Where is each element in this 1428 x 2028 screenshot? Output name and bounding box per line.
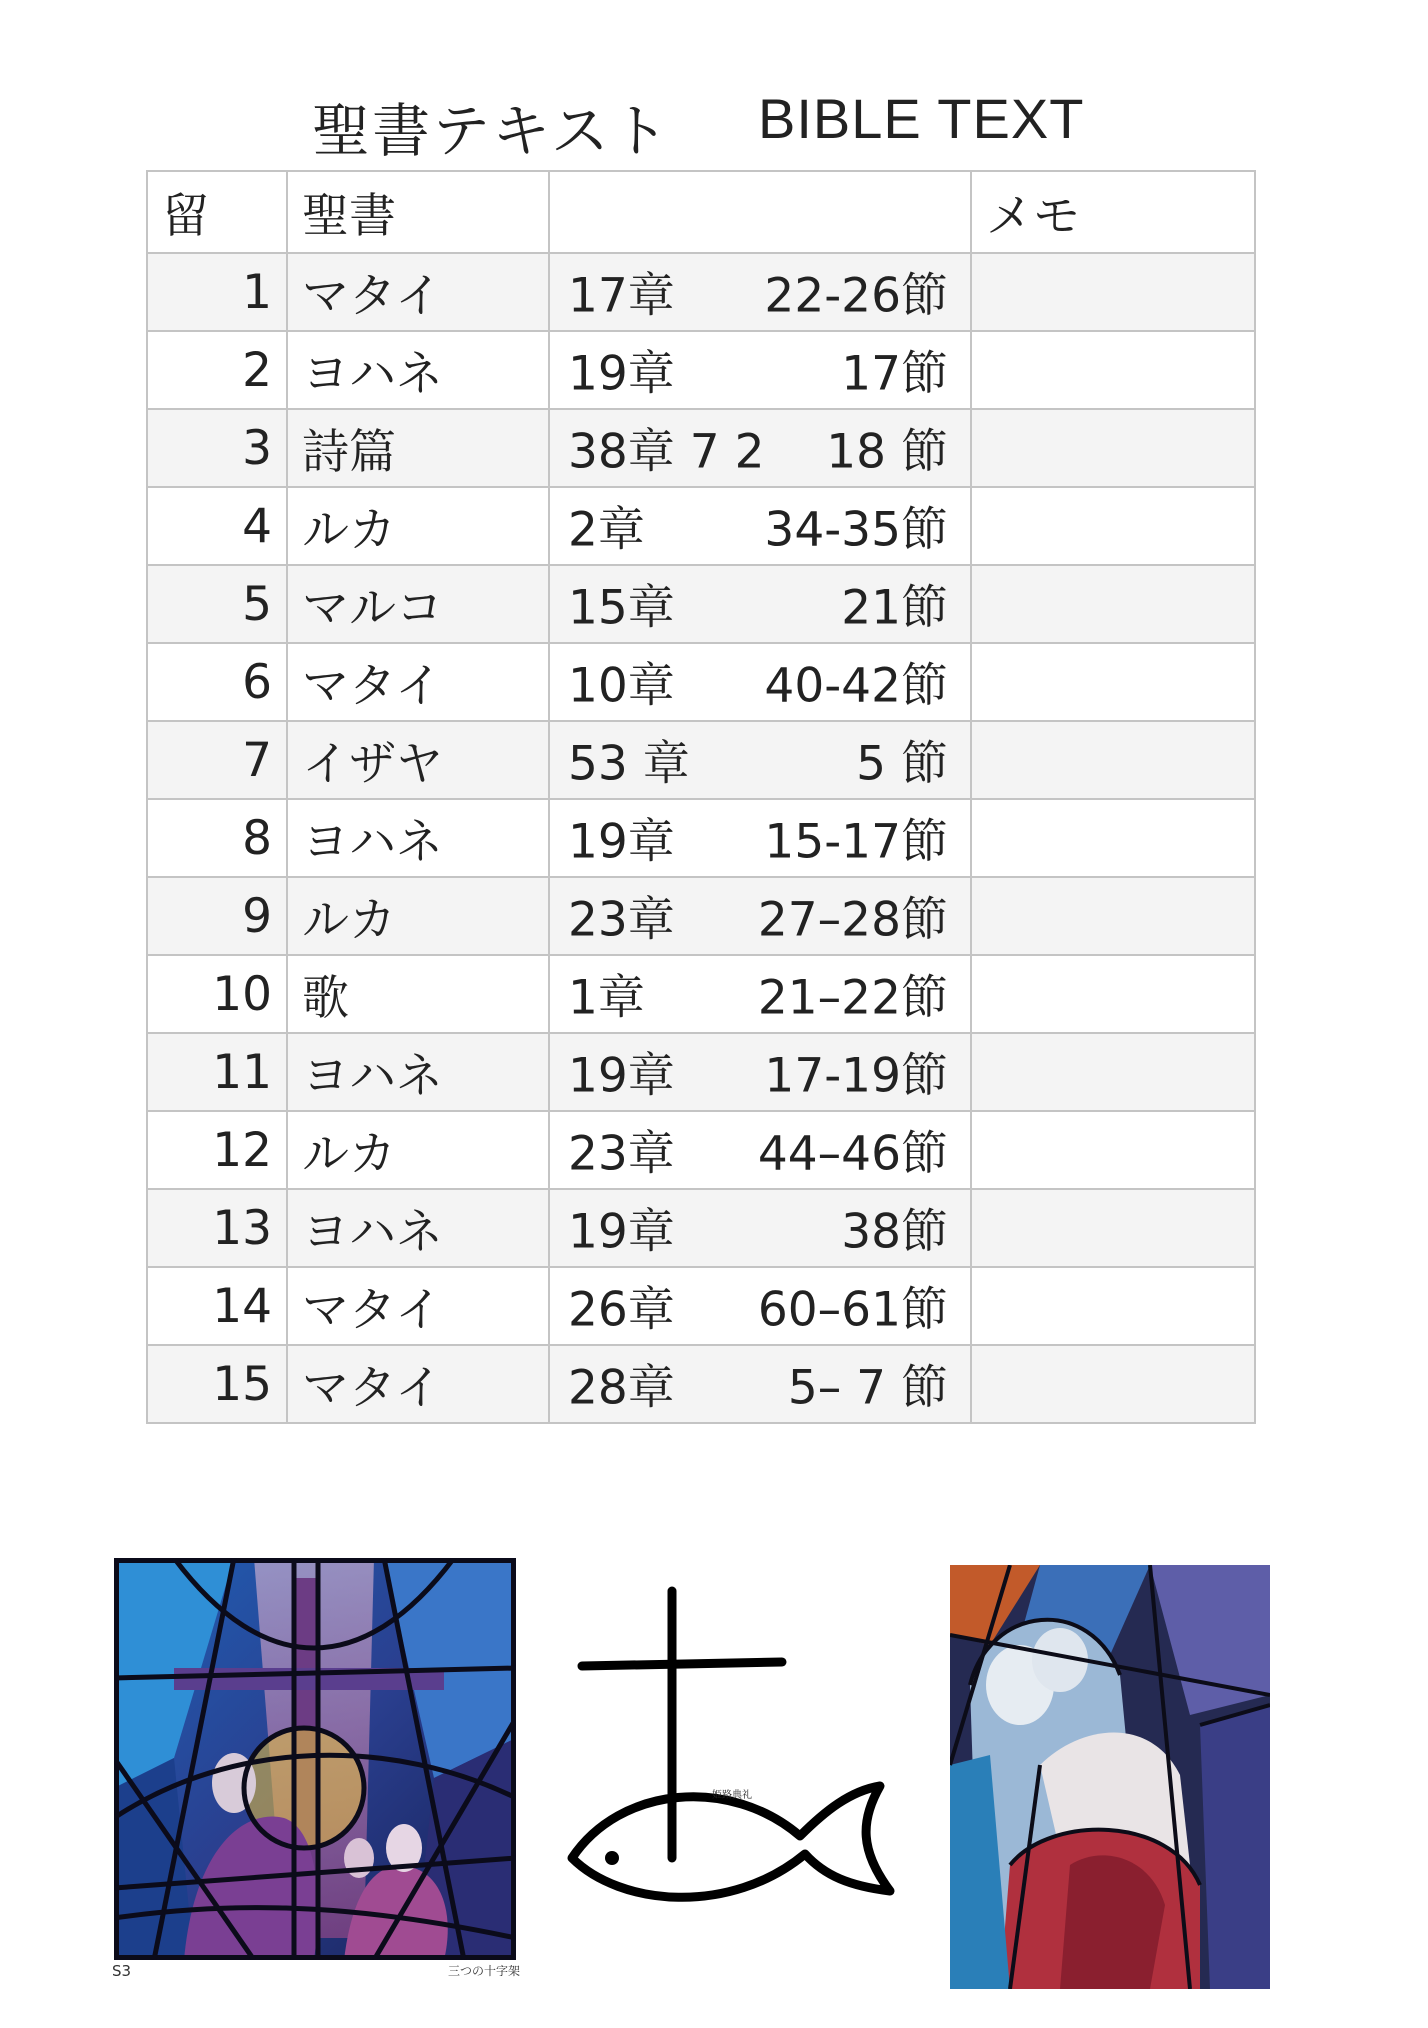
scripture-reference — [549, 1345, 971, 1423]
table-row — [147, 955, 1255, 1033]
memo-cell — [971, 253, 1255, 331]
table-header-row — [147, 171, 1255, 253]
header-memo: メモ — [971, 171, 1255, 253]
scripture-reference — [549, 877, 971, 955]
table-row — [147, 565, 1255, 643]
scripture-reference — [549, 409, 971, 487]
title-japanese: 聖書テキスト — [312, 97, 671, 165]
book-name: ルカ — [287, 487, 549, 565]
page-header — [312, 84, 1092, 165]
scripture-reference — [549, 1189, 971, 1267]
chapter: 53 章 — [568, 736, 690, 792]
stained-glass-three-crosses-image — [114, 1558, 516, 1960]
book-name: 詩篇 — [287, 409, 549, 487]
table-row — [147, 253, 1255, 331]
cross-fish-symbol — [560, 1586, 920, 1916]
verse: 15-17節 — [764, 814, 948, 870]
table-row — [147, 877, 1255, 955]
book-name: マタイ — [287, 1267, 549, 1345]
chapter: 17章 — [568, 268, 675, 324]
scripture-reference — [549, 487, 971, 565]
image-title-caption: 三つの十字架 — [448, 1964, 521, 1978]
scripture-reference — [549, 253, 971, 331]
book-name: ヨハネ — [287, 799, 549, 877]
table-row — [147, 487, 1255, 565]
memo-cell — [971, 799, 1255, 877]
verse: 18 節 — [826, 424, 948, 480]
station-number: 1 — [147, 253, 287, 331]
chapter: 38章 7 2 — [568, 424, 765, 480]
verse: 21節 — [841, 580, 948, 636]
scripture-reference — [549, 955, 971, 1033]
memo-cell — [971, 487, 1255, 565]
header-station: 留 — [147, 171, 287, 253]
book-name: ルカ — [287, 877, 549, 955]
station-number: 9 — [147, 877, 287, 955]
book-name: ヨハネ — [287, 331, 549, 409]
verse: 38節 — [841, 1204, 948, 1260]
scripture-reference — [549, 565, 971, 643]
memo-cell — [971, 565, 1255, 643]
verse: 40-42節 — [764, 658, 948, 714]
memo-cell — [971, 1267, 1255, 1345]
scripture-reference — [549, 799, 971, 877]
memo-cell — [971, 409, 1255, 487]
book-name: マタイ — [287, 643, 549, 721]
table-row — [147, 1345, 1255, 1423]
chapter: 28章 — [568, 1360, 675, 1416]
table-row — [147, 331, 1255, 409]
table-row — [147, 1189, 1255, 1267]
memo-cell — [971, 721, 1255, 799]
chapter: 19章 — [568, 346, 675, 402]
verse: 5 節 — [856, 736, 948, 792]
verse: 34-35節 — [764, 502, 948, 558]
verse: 27–28節 — [757, 892, 948, 948]
memo-cell — [971, 1033, 1255, 1111]
book-name: ルカ — [287, 1111, 549, 1189]
table-row — [147, 409, 1255, 487]
table-row — [147, 643, 1255, 721]
station-number: 6 — [147, 643, 287, 721]
header-book: 聖書 — [287, 171, 549, 253]
scripture-reference — [549, 721, 971, 799]
station-number: 7 — [147, 721, 287, 799]
book-name: マルコ — [287, 565, 549, 643]
bible-text-table — [146, 170, 1256, 1424]
station-number: 8 — [147, 799, 287, 877]
verse: 17節 — [841, 346, 948, 402]
image-code-caption: S3 — [112, 1962, 132, 1980]
scripture-reference — [549, 1111, 971, 1189]
chapter: 19章 — [568, 1048, 675, 1104]
station-number: 4 — [147, 487, 287, 565]
verse: 44–46節 — [757, 1126, 948, 1182]
verse: 5– 7 節 — [787, 1360, 948, 1416]
book-name: ヨハネ — [287, 1189, 549, 1267]
book-name: イザヤ — [287, 721, 549, 799]
memo-cell — [971, 643, 1255, 721]
book-name: 歌 — [287, 955, 549, 1033]
station-number: 15 — [147, 1345, 287, 1423]
station-number: 10 — [147, 955, 287, 1033]
chapter: 23章 — [568, 892, 675, 948]
chapter: 26章 — [568, 1282, 675, 1338]
station-number: 12 — [147, 1111, 287, 1189]
chapter: 10章 — [568, 658, 675, 714]
scripture-reference — [549, 643, 971, 721]
table-row — [147, 799, 1255, 877]
chapter: 23章 — [568, 1126, 675, 1182]
scripture-reference — [549, 331, 971, 409]
memo-cell — [971, 331, 1255, 409]
station-number: 5 — [147, 565, 287, 643]
table-row — [147, 1033, 1255, 1111]
table-row — [147, 721, 1255, 799]
chapter: 2章 — [568, 502, 645, 558]
verse: 22-26節 — [764, 268, 948, 324]
book-name: マタイ — [287, 253, 549, 331]
title-english: BIBLE TEXT — [758, 87, 1085, 150]
verse: 17-19節 — [764, 1048, 948, 1104]
memo-cell — [971, 877, 1255, 955]
chapter: 19章 — [568, 814, 675, 870]
table-row — [147, 1267, 1255, 1345]
scripture-reference — [549, 1267, 971, 1345]
chapter: 1章 — [568, 970, 645, 1026]
station-number: 14 — [147, 1267, 287, 1345]
station-number: 3 — [147, 409, 287, 487]
station-number: 2 — [147, 331, 287, 409]
memo-cell — [971, 955, 1255, 1033]
stained-glass-pieta-image — [950, 1565, 1270, 1989]
symbol-label: 姫路典礼 — [712, 1790, 752, 1801]
chapter: 19章 — [568, 1204, 675, 1260]
memo-cell — [971, 1111, 1255, 1189]
station-number: 11 — [147, 1033, 287, 1111]
verse: 21–22節 — [757, 970, 948, 1026]
book-name: ヨハネ — [287, 1033, 549, 1111]
memo-cell — [971, 1189, 1255, 1267]
scripture-reference — [549, 1033, 971, 1111]
header-reference — [549, 171, 971, 253]
verse: 60–61節 — [757, 1282, 948, 1338]
station-number: 13 — [147, 1189, 287, 1267]
book-name: マタイ — [287, 1345, 549, 1423]
memo-cell — [971, 1345, 1255, 1423]
chapter: 15章 — [568, 580, 675, 636]
table-row — [147, 1111, 1255, 1189]
